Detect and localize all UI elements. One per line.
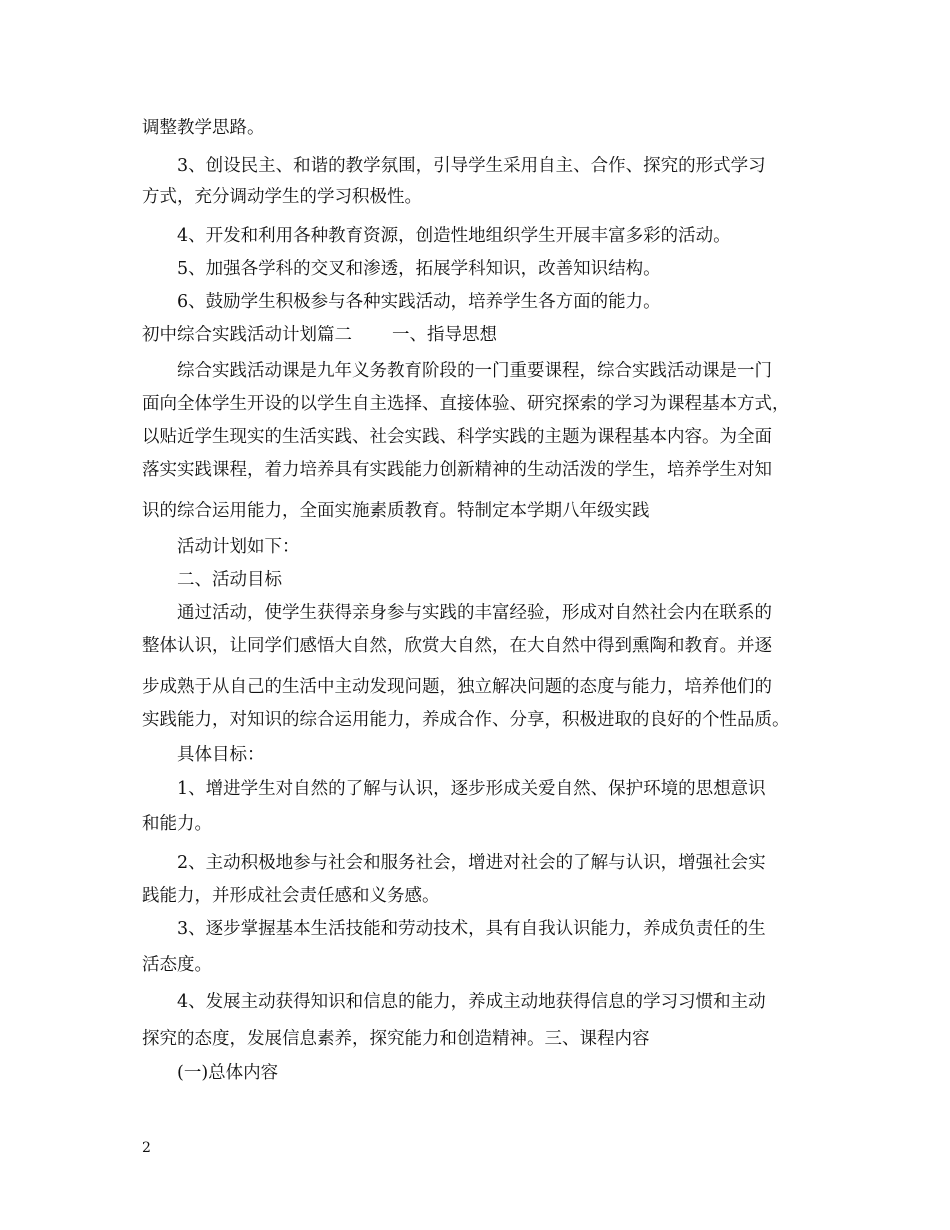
text-line: 1、增进学生对自然的了解与认识，逐步形成关爱自然、保护环境的思想意识 xyxy=(177,779,766,799)
text-line: 3、逐步掌握基本生活技能和劳动技术，具有自我认识能力，养成负责任的生 xyxy=(177,919,766,939)
section-heading-line xyxy=(142,323,822,347)
text-line: 和能力。 xyxy=(142,814,212,834)
text-line: 识的综合运用能力，全面实施素质教育。特制定本学期八年级实践 xyxy=(142,501,650,521)
text-line: 通过活动，使学生获得亲身参与实践的丰富经验，形成对自然社会内在联系的 xyxy=(177,603,772,623)
text-line: 4、发展主动获得知识和信息的能力，养成主动地获得信息的学习习惯和主动 xyxy=(177,992,766,1012)
text-line: 具体目标： xyxy=(177,745,265,765)
text-line: 实践能力，对知识的综合运用能力，养成合作、分享，积极进取的良好的个性品质。 xyxy=(142,710,790,730)
text-line: 探究的态度，发展信息素养，探究能力和创造精神。三、课程内容 xyxy=(142,1029,650,1049)
text-line: 践能力，并形成社会责任感和义务感。 xyxy=(142,886,440,906)
text-line: 4、开发和利用各种教育资源，创造性地组织学生开展丰富多彩的活动。 xyxy=(177,226,731,246)
text-line: 2、主动积极地参与社会和服务社会，增进对社会的了解与认识，增强社会实 xyxy=(177,853,766,873)
article-part-title: 初中综合实践活动计划篇二 xyxy=(142,325,352,345)
text-line: 综合实践活动课是九年义务教育阶段的一门重要课程，综合实践活动课是一门 xyxy=(177,361,772,381)
section-heading: 二、活动目标 xyxy=(177,570,282,590)
text-line: (一)总体内容 xyxy=(177,1063,279,1083)
text-line: 落实实践课程，着力培养具有实践能力创新精神的生动活泼的学生，培养学生对知 xyxy=(142,460,772,480)
text-line: 整体认识，让同学们感悟大自然，欣赏大自然，在大自然中得到熏陶和教育。并逐 xyxy=(142,636,772,656)
text-line: 5、加强各学科的交叉和渗透，拓展学科知识，改善知识结构。 xyxy=(177,259,661,279)
text-line: 3、创设民主、和谐的教学氛围，引导学生采用自主、合作、探究的形式学习 xyxy=(177,156,766,176)
text-line: 活动计划如下： xyxy=(177,537,300,557)
text-line: 活态度。 xyxy=(142,955,212,975)
text-line: 面向全体学生开设的以学生自主选择、直接体验、研究探索的学习为课程基本方式， xyxy=(142,394,790,414)
text-line: 6、鼓励学生积极参与各种实践活动，培养学生各方面的能力。 xyxy=(177,292,661,312)
section-heading: 一、指导思想 xyxy=(392,325,497,345)
text-line: 以贴近学生现实的生活实践、社会实践、科学实践的主题为课程基本内容。为全面 xyxy=(142,427,772,447)
text-line: 调整教学思路。 xyxy=(142,118,265,138)
page-number: 2 xyxy=(142,1140,151,1156)
text-line: 步成熟于从自己的生活中主动发现问题，独立解决问题的态度与能力，培养他们的 xyxy=(142,677,772,697)
text-line: 方式，充分调动学生的学习积极性。 xyxy=(142,187,422,207)
